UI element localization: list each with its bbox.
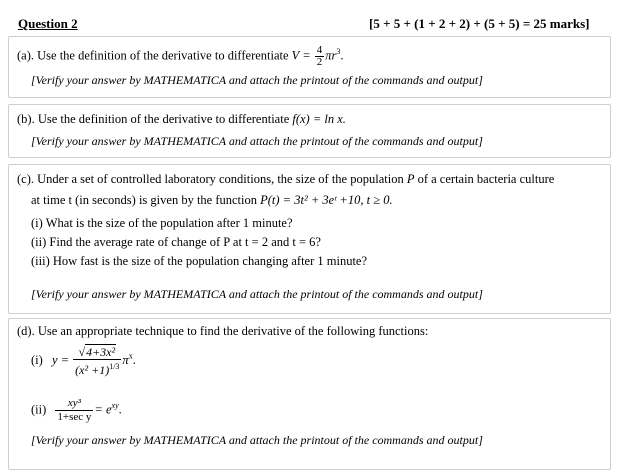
part-c-verify: [Verify your answer by MATHEMATICA and attach the printout of the commands and output] [31,287,483,301]
part-c-item-1-text: What is the size of the population after 1 minute? [45,216,293,230]
part-c-item-1 [31,216,293,231]
part-c-item-3-text: How fast is the size of the population changing after 1 minute? [52,254,368,268]
part-d-item-2 [31,397,122,424]
part-a-eq-end: . [340,48,344,63]
part-d-item-2-num: (ii) [31,402,47,417]
part-c-function: P(t) = 3t² + 3eᵗ +10, t ≥ 0. [260,193,393,207]
part-a-eq-exp: 3 [336,47,341,57]
part-c-question-line2 [31,193,393,208]
part-d-item-2-denominator: 1+sec y [57,411,92,423]
question-title: Question 2 [18,16,78,31]
part-d-label: (d). [17,324,35,338]
part-a-verify: [Verify your answer by MATHEMATICA and attach the printout of the commands and output] [31,73,483,87]
part-d-item-1-den-expr: (x² +1) [75,363,110,377]
part-d-item-2-rhs-exp: xy [111,401,119,411]
part-a-label: (a). [17,48,34,63]
marks-total: [5 + 5 + (1 + 2 + 2) + (5 + 5) = 25 marks] [369,16,590,31]
part-d-item-2-numerator: xy³ [55,397,93,411]
part-d-item-1-denominator [73,360,121,377]
part-a-frac-den: 2 [316,56,323,68]
part-b-question [17,112,346,127]
part-a-eq-lhs: V = [291,48,311,63]
part-b-verify: [Verify your answer by MATHEMATICA and attach the printout of the commands and output] [31,134,483,148]
part-d-item-2-fraction [55,397,93,424]
part-b-box [8,104,611,158]
part-d-item-1-tail: π [122,352,129,367]
part-c-label: (c). [17,172,34,186]
part-d-item-1-den-exp: 1/3 [109,362,120,371]
part-a-text: Use the definition of the derivative to differentiate [37,48,289,63]
part-c-text2: at time t (in seconds) is given by the function [31,193,257,207]
part-c-item-3-num: (iii) [31,254,50,268]
part-d-box [8,318,611,470]
part-a-frac-num: 4 [316,44,323,56]
part-c-item-2-text: Find the average rate of change of P at t = 2 and t = 6? [49,235,321,249]
part-a-box [8,36,611,98]
part-d-question [17,324,428,339]
part-c-item-2 [31,235,321,250]
part-c-text1-end: of a certain bacteria culture [417,172,555,186]
part-d-item-1-sqrt: 4+3x² [86,345,116,359]
part-b-label: (b). [17,112,35,126]
part-c-question-line1 [17,172,554,187]
part-d-item-1-numerator: √4+3x² [73,345,121,360]
part-d-item-1-tail-exp: x [128,351,133,361]
part-d-text: Use an appropriate technique to find the derivative of the following functions: [37,324,429,338]
part-c-item-2-num: (ii) [31,235,47,249]
part-b-eq: f(x) = ln x. [292,112,346,126]
part-c-item-3 [31,254,367,269]
part-d-item-1-fraction [73,345,121,377]
part-d-item-1-lhs: y = [51,352,70,367]
part-d-item-2-end: . [118,402,122,417]
part-a-eq-base: πr [325,48,337,63]
part-a-question [17,45,344,68]
part-d-item-2-rhs: = e [94,402,112,417]
part-c-var: P [406,172,415,186]
part-c-item-1-num: (i) [31,216,43,230]
part-c-text1: Under a set of controlled laboratory conditions, the size of the population [37,172,404,186]
part-d-item-1 [31,345,136,377]
part-d-item-1-end: . [132,352,136,367]
part-d-item-1-num: (i) [31,352,43,367]
part-b-text: Use the definition of the derivative to differentiate [37,112,290,126]
part-c-box [8,164,611,314]
part-a-fraction [315,45,325,68]
part-d-verify: [Verify your answer by MATHEMATICA and attach the printout of the commands and output] [31,433,483,447]
